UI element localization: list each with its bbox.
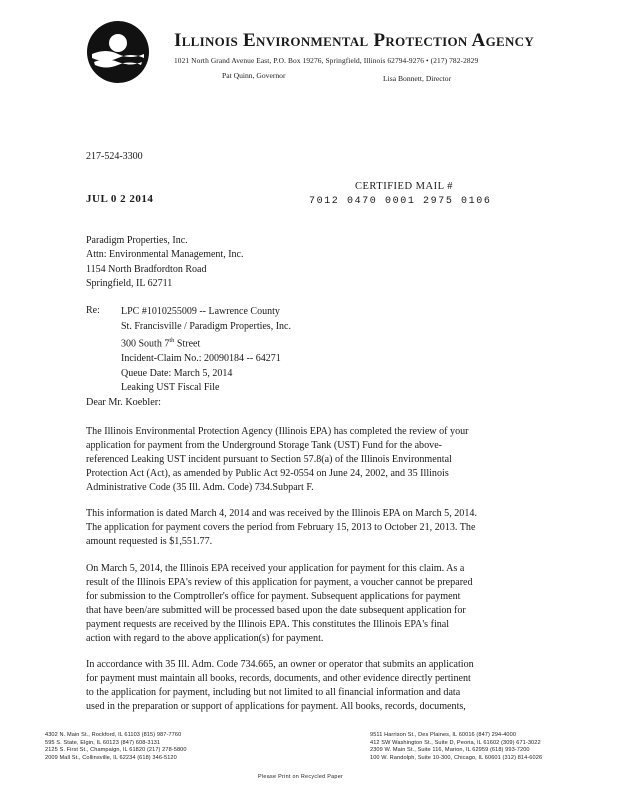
paragraph-line: application for payment from the Underground Storage Tank (UST) Fund for the above- (86, 439, 443, 451)
footer-office: 9511 Harrison St., Des Plaines, IL 60016 (847) 294-4000 (370, 732, 517, 738)
footer-office: 2009 Mall St., Collinsville, IL 62234 (618) 346-5120 (45, 755, 177, 762)
body-paragraph (86, 507, 556, 549)
recipient-line: 1154 North Bradfordton Road (86, 263, 207, 275)
director-name: Lisa Bonnett, Director (383, 74, 452, 83)
paragraph-line: The application for payment covers the period from February 15, 2013 to October 21, 2013. The (86, 521, 476, 533)
recipient-line: Paradigm Properties, Inc. (86, 235, 188, 246)
re-block (121, 305, 291, 396)
re-line: Leaking UST Fiscal File (121, 382, 220, 394)
body-paragraph (86, 658, 556, 714)
footer-office: 595 S. State, Elgin, IL 60123 (847) 608-3131 (45, 739, 161, 746)
re-line (121, 334, 291, 352)
re-line: St. Francisville / Paradigm Properties, Inc. (121, 320, 291, 332)
certified-mail-number: 7012 0470 0001 2975 0106 (309, 196, 492, 207)
recipient-address (86, 234, 243, 292)
body-paragraph (86, 562, 556, 645)
recycled-paper-note: Please Print on Recycled Paper (258, 774, 344, 780)
date-stamp: JUL 0 2 2014 (86, 193, 154, 205)
recipient-line: Attn: Environmental Management, Inc. (86, 249, 244, 261)
paragraph-line: This information is dated March 4, 2014 and was received by the Illinois EPA on March 5, 2014. (86, 508, 477, 519)
footer-office: 100 W. Randolph, Suite 10-300, Chicago, IL 60601 (312) 814-6026 (370, 755, 543, 762)
footer-office: 4302 N. Main St., Rockford, IL 61103 (815) 987-7760 (45, 732, 182, 738)
body-paragraph (86, 425, 556, 495)
paragraph-line: for payment must maintain all books, records, documents, and other evidence directly pertinent (86, 672, 471, 684)
re-street-number: 300 South 7 (121, 338, 170, 350)
agency-name: Illinois Environmental Protection Agency (174, 30, 535, 51)
re-label: Re: (86, 305, 100, 316)
re-street-name: Street (174, 338, 201, 350)
salutation: Dear Mr. Koebler: (86, 397, 161, 408)
paragraph-line: used in the preparation or support of applications for payment. All books, records, documents, (86, 700, 466, 712)
recipient-line: Springfield, IL 62711 (86, 278, 173, 290)
paragraph-line: Protection Act (Act), as amended by Public Act 92-0554 on June 24, 2002, and 35 Illinois (86, 467, 449, 479)
paragraph-line: result of the Illinois EPA's review of this application for payment, a voucher cannot be prepared (86, 576, 473, 588)
footer-office: 412 SW Washington St., Suite D, Peoria, IL 61602 (309) 671-3022 (370, 739, 541, 746)
paragraph-line: On March 5, 2014, the Illinois EPA received your application for payment for this claim. As a (86, 563, 465, 574)
re-line: Queue Date: March 5, 2014 (121, 367, 233, 379)
paragraph-line: amount requested is $1,551.77. (86, 535, 213, 547)
re-line: LPC #1010255009 -- Lawrence County (121, 306, 280, 317)
paragraph-line: that have been/are submitted will be processed based upon the date subsequent application for (86, 604, 466, 616)
paragraph-line: action with regard to the above application(s) for payment. (86, 632, 324, 644)
phone-number: 217-524-3300 (86, 151, 143, 162)
footer-offices-right (370, 732, 542, 763)
paragraph-line: for submission to the Comptroller's office for payment. Subsequent applications for payment (86, 590, 461, 602)
footer-offices-left (45, 732, 187, 763)
footer-office: 2309 W. Main St., Suite 116, Marion, IL 62959 (618) 993-7200 (370, 747, 530, 754)
re-street-suffix: th (169, 337, 175, 345)
paragraph-line: to the application for payment, including but not limited to all financial information and data (86, 686, 461, 698)
paragraph-line: payment requests are received by the Illinois EPA. This constitutes the Illinois EPA's final (86, 618, 450, 630)
governor-name: Pat Quinn, Governor (222, 71, 286, 80)
footer-office: 2125 S. First St., Champaign, IL 61820 (217) 278-5800 (45, 747, 187, 754)
paragraph-line: In accordance with 35 Ill. Adm. Code 734.665, an owner or operator that submits an application (86, 659, 474, 670)
certified-mail-label: CERTIFIED MAIL # (355, 181, 453, 192)
re-line: Incident-Claim No.: 20090184 -- 64271 (121, 353, 281, 365)
paragraph-line: Administrative Code (35 Ill. Adm. Code) 734.Subpart F. (86, 481, 314, 493)
agency-address: 1021 North Grand Avenue East, P.O. Box 19276, Springfield, Illinois 62794-9276 • (217) 782-2829 (174, 56, 479, 65)
paragraph-line: referenced Leaking UST incident pursuant to Section 57.8(a) of the Illinois Environmental (86, 453, 452, 465)
paragraph-line: The Illinois Environmental Protection Agency (Illinois EPA) has completed the review of your (86, 426, 469, 437)
agency-seal-logo (86, 20, 150, 84)
